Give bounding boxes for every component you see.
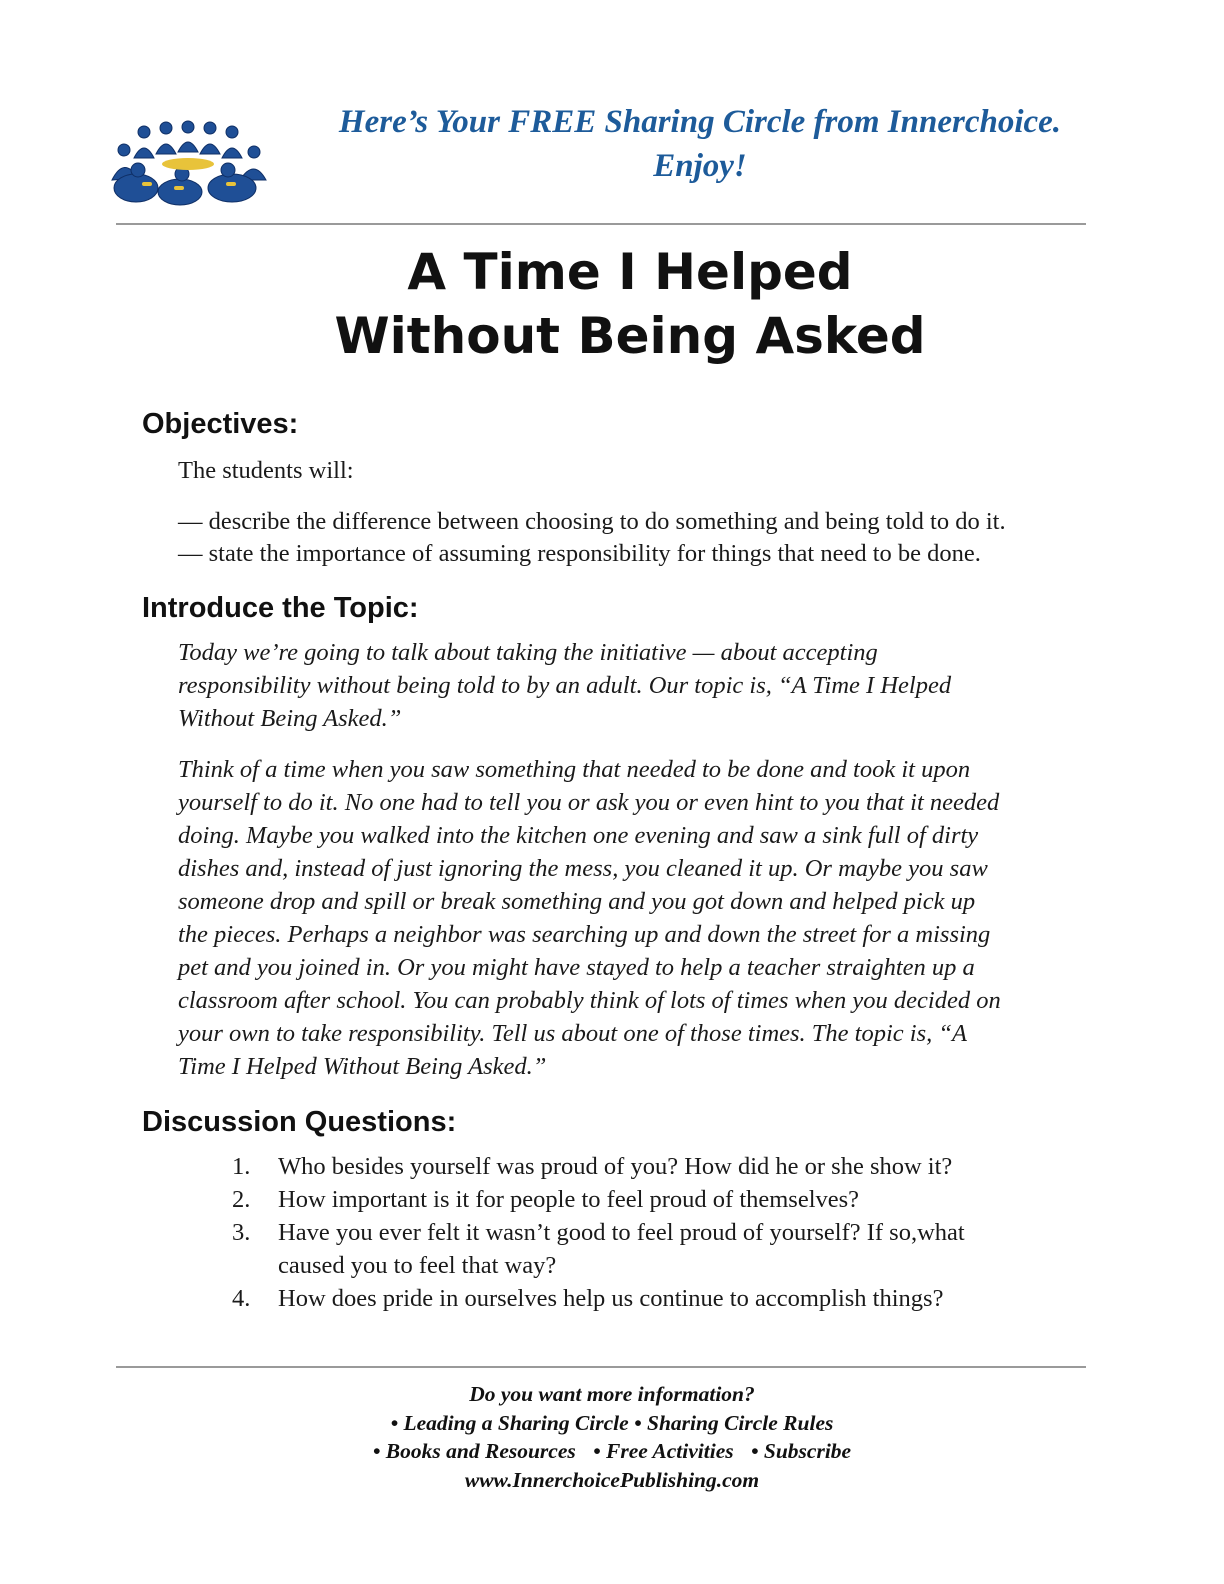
paragraph-line: someone drop and spill or break something and you got down and helped pick up xyxy=(178,888,976,915)
footer-links-row-2 xyxy=(300,1437,924,1466)
paragraph-line: dishes and, instead of just ignoring the mess, you cleaned it up. Or maybe you saw xyxy=(178,855,988,882)
discussion-questions-list xyxy=(228,1150,965,1315)
question-line: Have you ever felt it wasn’t good to feel proud of yourself? If so,what xyxy=(278,1219,965,1246)
introduce-paragraph-1 xyxy=(178,636,951,735)
footer-website-link[interactable]: www.InnerchoicePublishing.com xyxy=(464,1467,760,1492)
footer xyxy=(300,1380,924,1494)
tagline-line-1: Here’s Your FREE Sharing Circle from Innerchoice. xyxy=(338,104,1062,140)
tagline-line-2: Enjoy! xyxy=(653,148,747,184)
paragraph-line: your own to take responsibility. Tell us about one of those times. The topic is, “A xyxy=(178,1020,967,1047)
paragraph-line: Time I Helped Without Being Asked.” xyxy=(178,1053,547,1080)
question-number: 3. xyxy=(232,1219,251,1246)
discussion-question xyxy=(228,1282,965,1315)
objective-item: — describe the difference between choosing to do something and being told to do it. xyxy=(178,508,1006,535)
paragraph-line: the pieces. Perhaps a neighbor was searching up and down the street for a missing xyxy=(178,921,991,948)
paragraph-line: classroom after school. You can probably think of lots of times when you decided on xyxy=(178,987,1001,1014)
question-number: 2. xyxy=(232,1186,251,1213)
link-subscribe[interactable]: • Subscribe xyxy=(750,1439,852,1463)
page-title xyxy=(116,240,1144,368)
question-line: caused you to feel that way? xyxy=(278,1252,557,1279)
paragraph-line: yourself to do it. No one had to tell you or ask you or even hint to you that it needed xyxy=(178,789,1000,816)
link-books-and-resources[interactable]: • Books and Resources xyxy=(372,1439,576,1463)
introduce-paragraph-2 xyxy=(178,753,1001,1083)
question-line: Who besides yourself was proud of you? How did he or she show it? xyxy=(278,1153,953,1180)
sharing-circle-logo xyxy=(108,118,268,206)
objective-item: — state the importance of assuming responsibility for things that need to be done. xyxy=(178,540,981,567)
paragraph-line: pet and you joined in. Or you might have stayed to help a teacher straighten up a xyxy=(178,954,975,981)
footer-question: Do you want more information? xyxy=(469,1382,755,1406)
title-line-1: A Time I Helped xyxy=(407,243,853,301)
objectives-heading: Objectives: xyxy=(142,408,299,440)
discussion-question xyxy=(228,1183,965,1216)
discussion-question xyxy=(228,1216,965,1282)
paragraph-line: responsibility without being told to by an adult. Our topic is, “A Time I Helped xyxy=(178,672,952,699)
question-line: How important is it for people to feel proud of themselves? xyxy=(278,1186,860,1213)
question-number: 1. xyxy=(232,1153,251,1180)
bottom-divider xyxy=(116,1366,1086,1368)
question-line: How does pride in ourselves help us continue to accomplish things? xyxy=(278,1285,944,1312)
paragraph-line: Today we’re going to talk about taking the initiative — about accepting xyxy=(178,639,878,666)
top-divider xyxy=(116,223,1086,225)
objectives-list xyxy=(178,506,1006,570)
paragraph-line: Think of a time when you saw something that needed to be done and took it upon xyxy=(178,756,971,783)
introduce-heading: Introduce the Topic: xyxy=(142,592,419,624)
link-free-activities[interactable]: • Free Activities xyxy=(593,1439,734,1463)
paragraph-line: doing. Maybe you walked into the kitchen one evening and saw a sink full of dirty xyxy=(178,822,979,849)
paragraph-line: Without Being Asked.” xyxy=(178,705,402,732)
footer-links-row-1 xyxy=(300,1409,924,1438)
question-number: 4. xyxy=(232,1285,251,1312)
discussion-question xyxy=(228,1150,965,1183)
link-sharing-circle-rules[interactable]: • Sharing Circle Rules xyxy=(634,1410,834,1435)
discussion-heading: Discussion Questions: xyxy=(142,1106,457,1138)
header-tagline xyxy=(300,100,1100,188)
objectives-intro: The students will: xyxy=(178,457,354,484)
title-line-2: Without Being Asked xyxy=(334,307,926,365)
link-leading-a-sharing-circle[interactable]: • Leading a Sharing Circle xyxy=(390,1410,629,1435)
